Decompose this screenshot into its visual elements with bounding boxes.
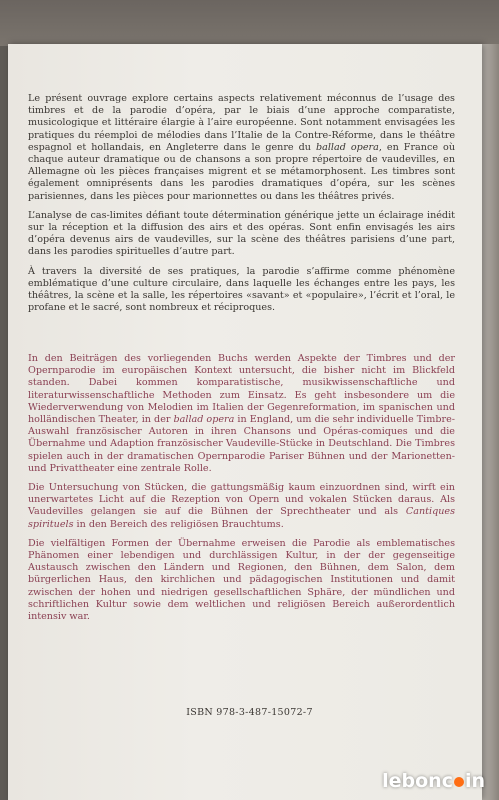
french-paragraph-2: L’analyse de cas-limites défiant toute détermination générique jette un éclairage inédit sur la réception et la diffusion des airs et des opéras. Sont enfin envisagés les airs d’opéra devenus airs de vaudevilles, sur la scène des théâtres parisiens d’une part, dans les parodies spirituelles d’autre part. [28, 209, 455, 258]
watermark-text-start: lebonc [382, 770, 453, 792]
photo-background-top [0, 0, 499, 46]
watermark-dot-icon [454, 777, 464, 787]
leboncoin-watermark [382, 770, 485, 792]
french-paragraph-1: Le présent ouvrage explore certains aspects relativement méconnus de l’usage des timbres et de la parodie d’opéra, par le biais d’une approche comparatiste, musicologique et littéraire élargie à l’aire européenne. Sont notamment envisagées les pratiques du réemploi de mélodies dans l’Italie de la Contre-Réforme, dans le théâtre espagnol et hollandais, en Angleterre dans le genre du ballad opera, en France où chaque auteur dramatique ou de chansons a son propre répertoire de vaudevilles, en Allemagne où les pièces françaises migrent et se métamorphosent. Les timbres sont également omniprésents dans les parodies dramatiques d’opéra, sur les scènes parisiennes, dans les pièces pour marionnettes ou dans les théâtres privés. [28, 93, 456, 202]
german-blurb [28, 353, 455, 630]
german-paragraph-1: In den Beiträgen des vorliegenden Buchs werden Aspekte der Timbres und der Opernparodie im europäischen Kontext untersucht, die bisher nicht im Blickfeld standen. Dabei kommen komparatistische, musikwissenschaftliche und literaturwissenschaftliche Methoden zum Einsatz. Es geht insbesondere um die Wiederverwendung von Melodien im Italien der Gegenreformation, im spanischen und holländischen Theater, in der ballad opera in England, um die sehr individuelle Timbre-Auswahl französischer Autoren in ihren Chansons und Opéras-comiques und die Übernahme und Adaption französischer Vaudeville-Stücke in Deutschland. Die Timbres spielen auch in der dramatischen Opernparodie Pariser Bühnen und der Marionetten- und Privattheater eine zentrale Rolle. [28, 353, 455, 474]
watermark-text-end: in [464, 770, 485, 792]
isbn-number: ISBN 978-3-487-15072-7 [186, 707, 313, 718]
french-paragraph-3: À travers la diversité de ses pratiques, la parodie s’affirme comme phénomène emblématique d’une culture circulaire, dans laquelle les échanges entre les pays, les théâtres, la scène et la salle, les répertoires «savant» et «populaire», l’écrit et l’oral, le profane et le sacré, sont nombreux et réciproques. [28, 265, 455, 314]
french-blurb [28, 93, 455, 321]
german-paragraph-2: Die Untersuchung von Stücken, die gattungsmäßig kaum einzuordnen sind, wirft ein unerwartetes Licht auf die Rezeption von Opern und vokalen Stücken daraus. Als Vaudevilles gelangen sie auf die Bühnen der Sprechtheater und als Cantiques spirituels in den Bereich des religiösen Brauchtums. [28, 482, 455, 530]
german-paragraph-3: Die vielfältigen Formen der Übernahme erweisen die Parodie als emblematisches Phänomen einer lebendigen und durchlässigen Kultur, in der der gegenseitige Austausch zwischen den Ländern und Regionen, den Bühnen, dem Salon, dem bürgerlichen Haus, den kirchlichen und pädagogischen Institutionen und damit zwischen der hohen und niedrigen gesellschaftlichen Sphäre, der mündlichen und schriftlichen Kultur sowie dem weltlichen und religiösen Bereich außerordentlich intensiv war. [28, 537, 455, 623]
book-edge-shadow [482, 44, 499, 800]
